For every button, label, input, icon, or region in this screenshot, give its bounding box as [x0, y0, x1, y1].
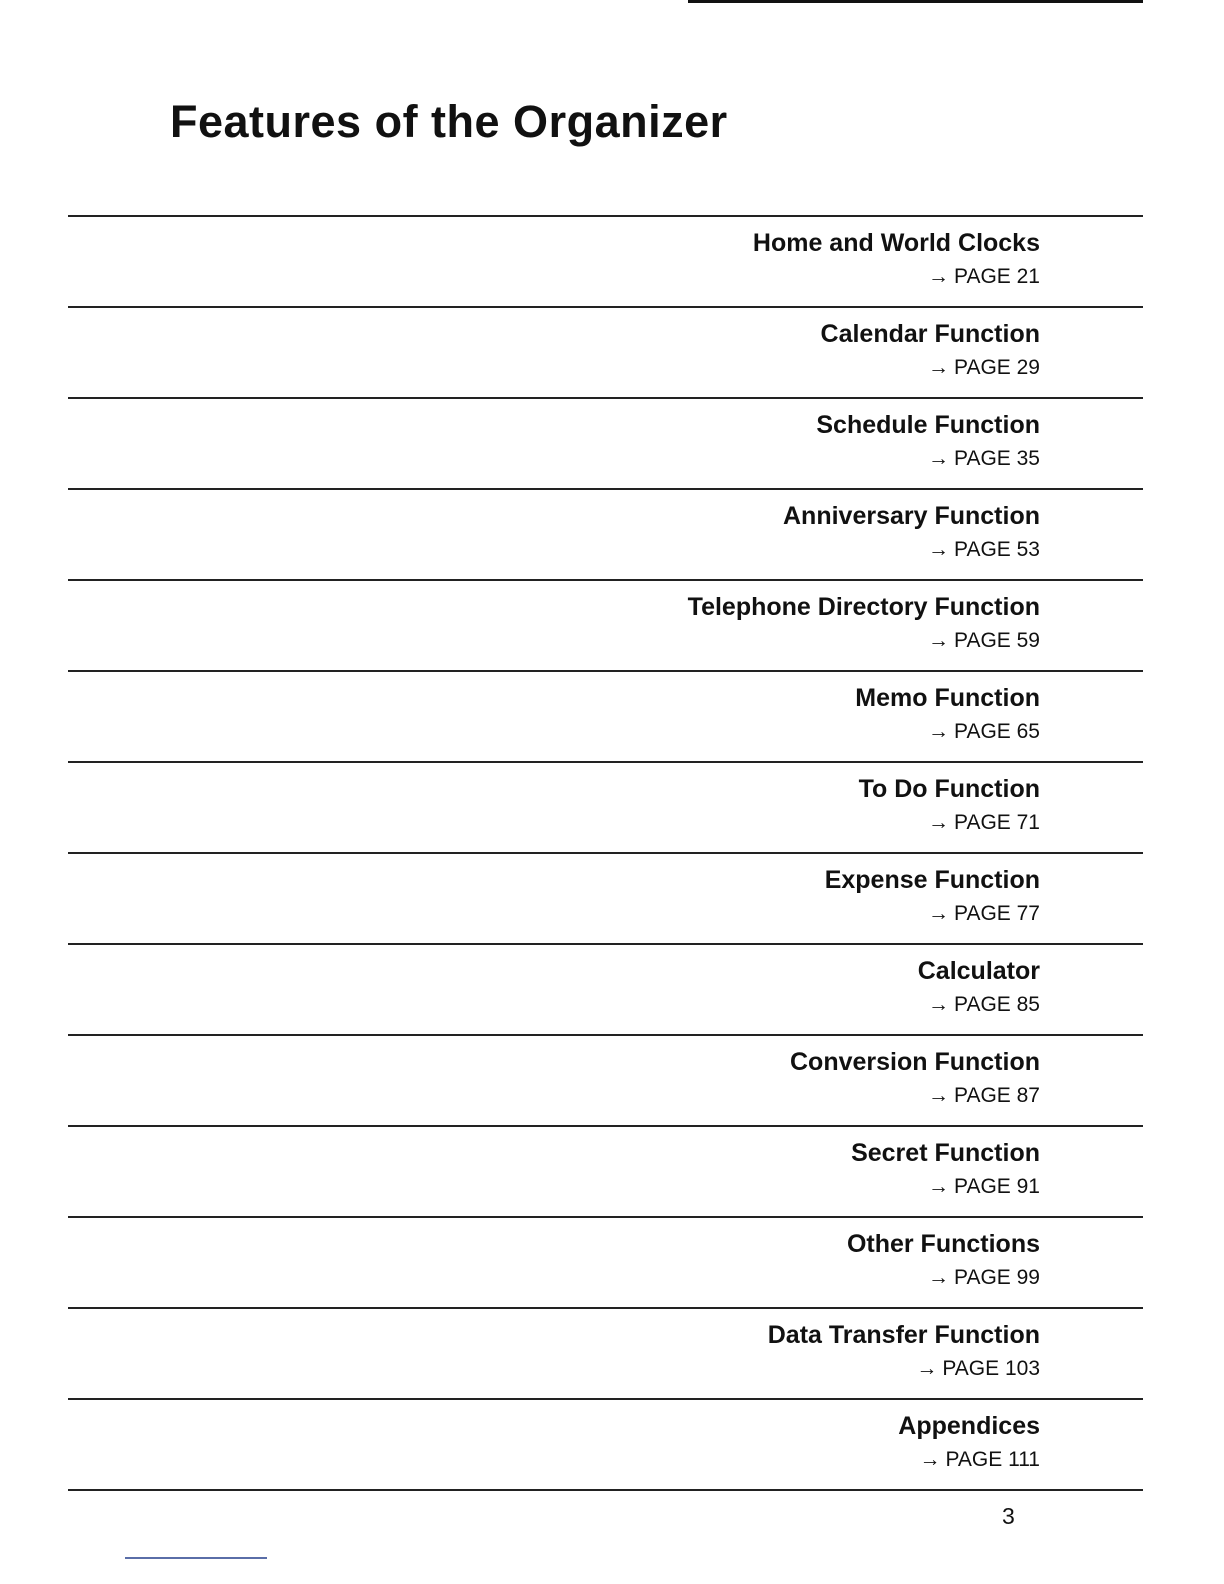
arrow-right-icon: →	[928, 720, 949, 743]
arrow-right-icon: →	[928, 629, 949, 652]
arrow-right-icon: →	[928, 265, 949, 288]
feature-name: Appendices	[898, 1412, 1040, 1440]
top-rule	[688, 0, 1143, 3]
arrow-right-icon: →	[928, 356, 949, 379]
feature-name: To Do Function	[858, 775, 1040, 803]
feature-name: Expense Function	[824, 866, 1040, 894]
arrow-right-icon: →	[928, 538, 949, 561]
feature-other	[68, 1216, 1143, 1307]
feature-page-ref	[928, 720, 1040, 744]
feature-page-ref	[928, 1175, 1040, 1199]
page-ref-label: PAGE 103	[942, 1357, 1040, 1380]
feature-memo	[68, 670, 1143, 761]
feature-schedule	[68, 397, 1143, 488]
feature-page-ref	[928, 902, 1040, 926]
arrow-right-icon: →	[928, 1175, 949, 1198]
feature-name: Schedule Function	[816, 411, 1040, 439]
feature-anniversary	[68, 488, 1143, 579]
feature-expense	[68, 852, 1143, 943]
arrow-right-icon: →	[928, 1266, 949, 1289]
feature-page-ref	[928, 356, 1040, 380]
page-ref-label: PAGE 53	[954, 538, 1040, 561]
page-ref-label: PAGE 85	[954, 993, 1040, 1016]
feature-secret	[68, 1125, 1143, 1216]
page-ref-label: PAGE 59	[954, 629, 1040, 652]
feature-data-transfer	[68, 1307, 1143, 1398]
arrow-right-icon: →	[928, 902, 949, 925]
page-ref-label: PAGE 77	[954, 902, 1040, 925]
feature-name: Telephone Directory Function	[687, 593, 1040, 621]
feature-name: Anniversary Function	[783, 502, 1040, 530]
arrow-right-icon: →	[928, 447, 949, 470]
page-ref-label: PAGE 71	[954, 811, 1040, 834]
feature-name: Home and World Clocks	[752, 229, 1040, 257]
feature-name: Data Transfer Function	[767, 1321, 1040, 1349]
feature-page-ref	[928, 538, 1040, 562]
feature-page-ref	[928, 993, 1040, 1017]
arrow-right-icon: →	[919, 1448, 941, 1471]
feature-list	[68, 215, 1143, 1491]
feature-page-ref	[928, 265, 1040, 289]
arrow-right-icon: →	[916, 1357, 938, 1380]
feature-page-ref	[919, 1448, 1040, 1472]
bottom-rule	[125, 1557, 267, 1559]
feature-page-ref	[928, 447, 1040, 471]
feature-name: Calculator	[917, 957, 1040, 985]
feature-appendices	[68, 1398, 1143, 1491]
feature-telephone-directory	[68, 579, 1143, 670]
feature-page-ref	[916, 1357, 1040, 1381]
arrow-right-icon: →	[928, 811, 949, 834]
feature-calculator	[68, 943, 1143, 1034]
feature-name: Other Functions	[846, 1230, 1040, 1258]
page-ref-label: PAGE 21	[954, 265, 1040, 288]
feature-to-do	[68, 761, 1143, 852]
feature-calendar	[68, 306, 1143, 397]
page-title: Features of the Organizer	[170, 96, 728, 147]
page-ref-label: PAGE 91	[954, 1175, 1040, 1198]
feature-page-ref	[928, 1266, 1040, 1290]
page-ref-label: PAGE 111	[945, 1448, 1040, 1471]
page-ref-label: PAGE 99	[954, 1266, 1040, 1289]
feature-page-ref	[928, 629, 1040, 653]
page-ref-label: PAGE 65	[954, 720, 1040, 743]
page-ref-label: PAGE 87	[954, 1084, 1040, 1107]
feature-name: Memo Function	[855, 684, 1040, 712]
feature-page-ref	[928, 811, 1040, 835]
page-ref-label: PAGE 29	[954, 356, 1040, 379]
feature-conversion	[68, 1034, 1143, 1125]
page-number: 3	[1002, 1503, 1015, 1529]
arrow-right-icon: →	[928, 993, 949, 1016]
feature-name: Secret Function	[851, 1139, 1040, 1167]
feature-page-ref	[928, 1084, 1040, 1108]
feature-name: Conversion Function	[790, 1048, 1040, 1076]
feature-name: Calendar Function	[820, 320, 1040, 348]
page-ref-label: PAGE 35	[954, 447, 1040, 470]
feature-home-world-clocks	[68, 215, 1143, 306]
arrow-right-icon: →	[928, 1084, 949, 1107]
